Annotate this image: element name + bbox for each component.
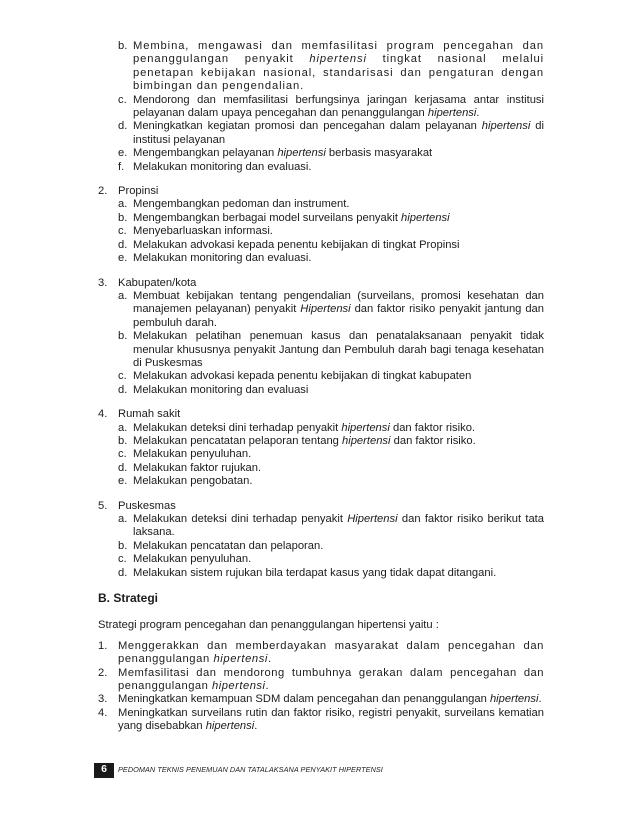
item-text: Melakukan pencatatan pelaporan tentang hipertensi dan faktor risiko. (133, 434, 476, 447)
item-text: Melakukan sistem rujukan bila terdapat kasus yang tidak dapat ditangani. (133, 566, 497, 579)
section-puskesmas (98, 500, 544, 580)
list-item (118, 330, 544, 370)
item-text: Melakukan penyuluhan. (133, 448, 252, 461)
item-text: Meningkatkan kegiatan promosi dan pencegahan dalam pelayanan hipertensi di institusi pelayanan (133, 120, 544, 146)
section-rumah-sakit (98, 408, 544, 488)
page-content (98, 40, 544, 734)
list-item (98, 693, 544, 706)
item-label: b. (118, 434, 128, 447)
item-label: e. (118, 252, 128, 265)
item-label: e. (118, 475, 128, 488)
item-label: f. (118, 160, 125, 173)
item-label: c. (118, 553, 127, 566)
item-text: Melakukan faktor rujukan. (133, 461, 262, 474)
item-text: Melakukan penyuluhan. (133, 553, 252, 566)
list-item (118, 94, 544, 121)
item-text: Membuat kebijakan tentang pengendalian (surveilans, promosi kesehatan dan manajemen pelayanan) penyakit Hipertensi dan faktor risiko penyakit jantung dan pembuluh darah. (133, 289, 544, 329)
section-heading (98, 277, 544, 290)
section-heading (98, 185, 544, 198)
section-heading-strategi: B. Strategi (98, 591, 159, 606)
section-number: 4. (98, 408, 108, 421)
list-item (118, 225, 544, 238)
list-item (118, 422, 544, 435)
item-label: 3. (98, 693, 108, 706)
item-label: c. (118, 225, 127, 238)
section-title: Kabupaten/kota (118, 276, 197, 289)
section-propinsi (98, 185, 544, 265)
list-item (118, 513, 544, 540)
list-item (118, 435, 544, 448)
item-text: Melakukan pengobatan. (133, 475, 253, 488)
item-label: a. (118, 421, 128, 434)
item-text: Menggerakkan dan memberdayakan masyarakat dalam pencegahan dan penanggulangan hipertensi. (118, 639, 544, 666)
item-text: Memfasilitasi dan mendorong tumbuhnya gerakan dalam pencegahan dan penanggulangan hipertensi. (118, 666, 544, 693)
section-title: Puskesmas (118, 499, 176, 512)
item-label: a. (118, 198, 128, 211)
item-label: b. (118, 211, 128, 224)
item-text: Menyebarluaskan informasi. (133, 225, 273, 238)
item-label: 2. (98, 666, 108, 679)
item-label: b. (118, 40, 128, 52)
list-item (118, 252, 544, 265)
section-heading (98, 408, 544, 421)
item-text: Melakukan monitoring dan evaluasi (133, 383, 309, 396)
item-text: Meningkatkan kemampuan SDM dalam pencegahan dan penanggulangan hipertensi. (118, 693, 542, 706)
page-number-badge: 6 (94, 763, 114, 778)
list-item (98, 667, 544, 694)
list-item (118, 290, 544, 330)
item-text: Meningkatkan surveilans rutin dan faktor risiko, registri penyakit, surveilans kematian yang disebabkan hipertensi. (118, 706, 544, 733)
item-label: a. (118, 513, 128, 525)
section-kabupaten (98, 277, 544, 398)
item-label: b. (118, 539, 128, 552)
item-text: Melakukan monitoring dan evaluasi. (133, 160, 312, 173)
item-label: d. (118, 120, 128, 133)
item-label: c. (118, 448, 127, 461)
section-sublist (98, 198, 544, 265)
item-text: Melakukan advokasi kepada penentu kebijakan di tingkat kabupaten (133, 370, 472, 383)
item-text: Melakukan pelatihan penemuan kasus dan penatalaksanaan penyakit tidak menular khususnya penyakit Jantung dan Pembuluh darah bagi tenaga kesehatan di Puskesmas (133, 330, 544, 369)
item-text: Mengembangkan berbagai model surveilans penyakit hipertensi (133, 211, 450, 224)
list-item (118, 567, 544, 580)
item-label: d. (118, 238, 128, 251)
item-label: c. (118, 370, 127, 383)
section-number: 3. (98, 276, 108, 289)
section-number: 2. (98, 185, 108, 198)
section-number: 5. (98, 499, 108, 512)
list-item (98, 707, 544, 734)
item-label: c. (118, 93, 127, 106)
item-text: Mendorong dan memfasilitasi berfungsinya jaringan kerjasama antar institusi pelayanan dalam upaya pencegahan dan penanggulangan hipertensi. (133, 93, 544, 120)
item-text: Mengembangkan pedoman dan instrument. (133, 198, 350, 211)
list-item (118, 540, 544, 553)
list-item (118, 553, 544, 566)
list-item (118, 120, 544, 147)
item-label: e. (118, 147, 128, 160)
list-item (118, 40, 544, 94)
item-text: Melakukan deteksi dini terhadap penyakit hipertensi dan faktor risiko. (133, 421, 476, 434)
item-label: d. (118, 461, 128, 474)
list-item (118, 475, 544, 488)
item-label: d. (118, 566, 128, 579)
page-footer (94, 762, 383, 778)
list-item (118, 161, 544, 174)
item-label: b. (118, 330, 128, 343)
strategy-intro: Strategi program pencegahan dan penanggulangan hipertensi yaitu : (98, 619, 439, 632)
item-text: Melakukan monitoring dan evaluasi. (133, 252, 312, 265)
item-label: 4. (98, 706, 108, 719)
section-sublist (98, 422, 544, 489)
item-text: Melakukan deteksi dini terhadap penyakit Hipertensi dan faktor risiko berikut tata laksana. (133, 513, 544, 539)
footer-title: PEDOMAN TEKNIS PENEMUAN DAN TATALAKSANA PENYAKIT HIPERTENSI (118, 765, 383, 775)
item-label: a. (118, 289, 128, 302)
section-sublist (98, 513, 544, 580)
item-text: Membina, mengawasi dan memfasilitasi program pencegahan dan penanggulangan penyakit hipertensi tingkat nasional melalui penetapan kebijakan nasional, standarisasi dan pengaturan dengan bimbingan dan pengendalian. (133, 40, 545, 93)
section-heading (98, 500, 544, 513)
list-item (118, 212, 544, 225)
list-item (118, 147, 544, 160)
section-sublist (98, 290, 544, 397)
list-item (118, 370, 544, 383)
list-item (118, 239, 544, 252)
section-title: Rumah sakit (118, 408, 181, 421)
item-text: Mengembangkan pelayanan hipertensi berbasis masyarakat (133, 147, 433, 160)
list-item (98, 640, 544, 667)
item-text: Melakukan pencatatan dan pelaporan. (133, 539, 324, 552)
national-sublist (98, 40, 544, 174)
item-label: d. (118, 383, 128, 396)
item-label: 1. (98, 639, 108, 652)
item-text: Melakukan advokasi kepada penentu kebijakan di tingkat Propinsi (133, 238, 460, 251)
list-item (118, 384, 544, 397)
list-item (118, 462, 544, 475)
list-item (118, 448, 544, 461)
strategy-list (98, 640, 544, 734)
section-title: Propinsi (118, 185, 159, 198)
list-item (118, 198, 544, 211)
